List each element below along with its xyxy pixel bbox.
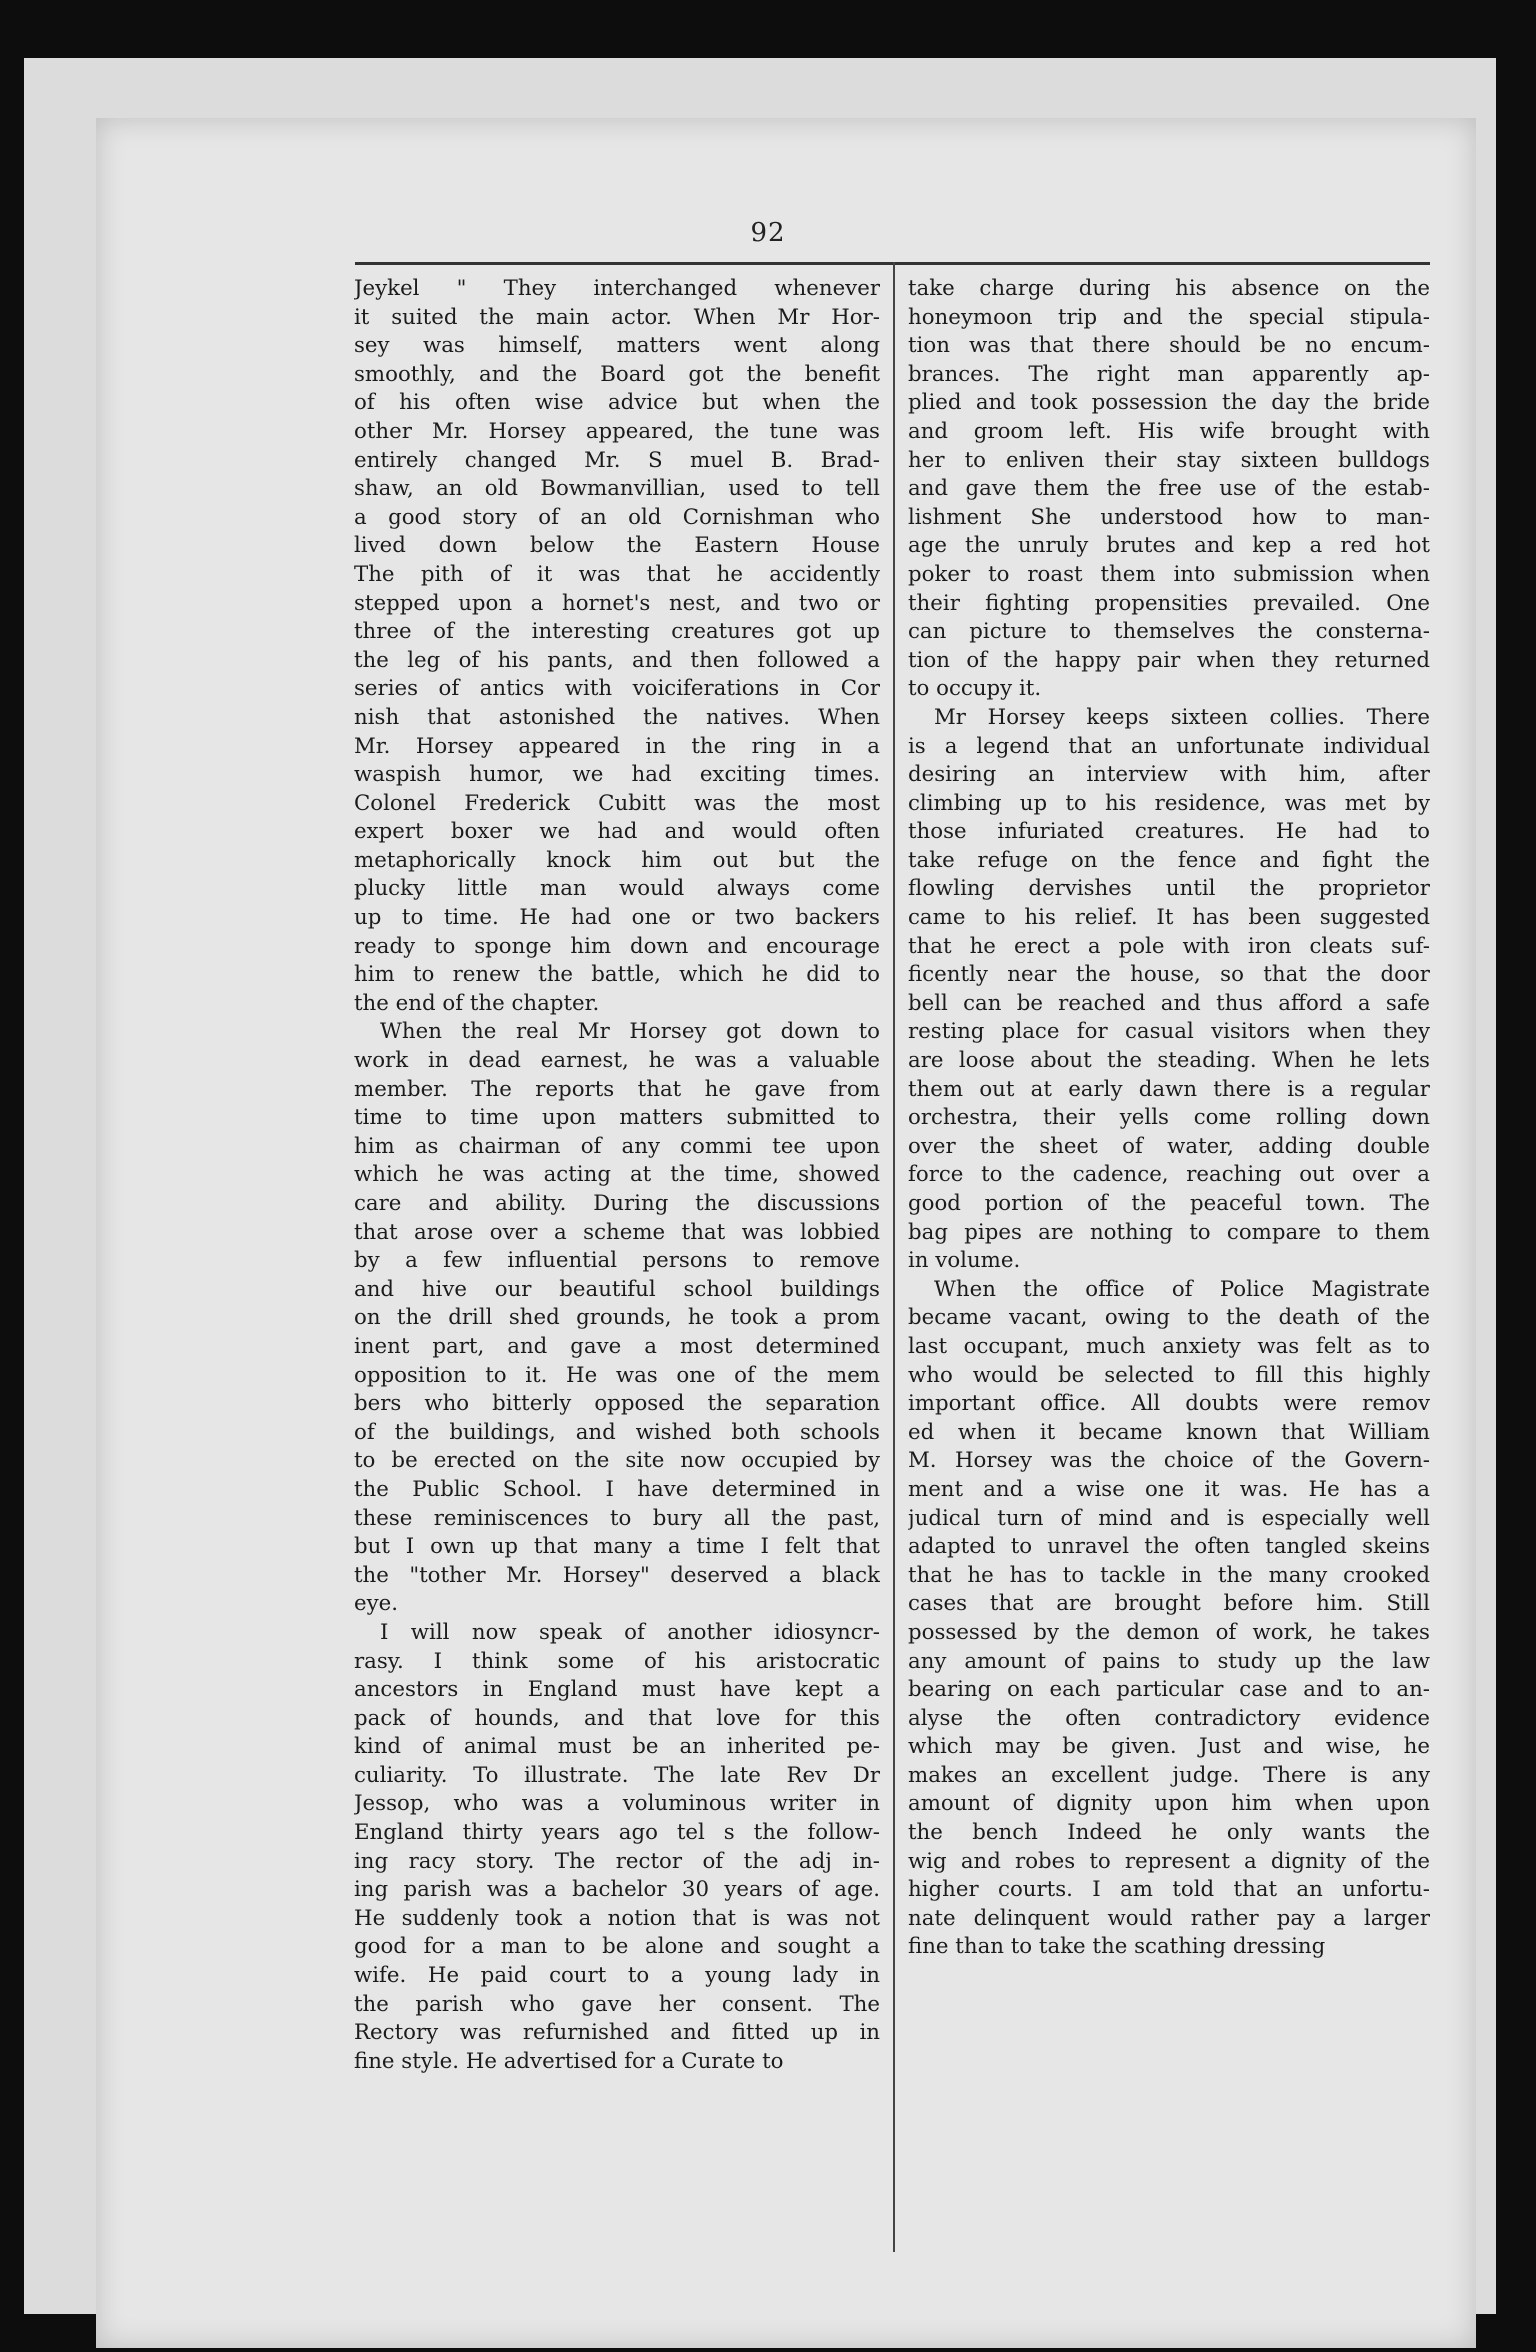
text-line: time to time upon matters submitted to [354,1105,880,1131]
text-line: He suddenly took a notion that is was not [354,1905,880,1931]
text-line: bers who bitterly opposed the separation [354,1391,880,1417]
text-line: member. The reports that he gave from [354,1076,880,1102]
text-line: the "tother Mr. Horsey" deserved a black [354,1562,880,1588]
text-line: Rectory was refurnished and fitted up in [354,2020,880,2046]
text-line: eye. [354,1591,399,1617]
text-line: waspish humor, we had exciting times. [354,762,880,788]
text-line: the bench Indeed he only wants the [908,1820,1430,1846]
text-line: take refuge on the fence and fight the [908,847,1430,873]
text-line: ed when it became known that William [908,1419,1430,1445]
paragraph [354,275,880,1018]
text-line: which he was acting at the time, showed [354,1162,880,1188]
text-line: lishment She understood how to man- [908,504,1430,530]
text-line: metaphorically knock him out but the [354,847,880,873]
text-line: higher courts. I am told that an unfortu- [908,1877,1430,1903]
text-line: amount of dignity upon him when upon [908,1791,1430,1817]
text-line: that he has to tackle in the many crooked [908,1562,1430,1588]
text-line: shaw, an old Bowmanvillian, used to tell [354,476,880,502]
text-line: came to his relief. It has been suggested [908,905,1430,931]
text-line: can picture to themselves the consterna- [908,619,1430,645]
text-line: opposition to it. He was one of the mem [354,1362,880,1388]
text-line: wig and robes to represent a dignity of the [908,1848,1430,1874]
text-line: ment and a wise one it was. He has a [908,1476,1430,1502]
paragraph [908,704,1430,1276]
text-line: and hive our beautiful school buildings [354,1276,880,1302]
text-line: last occupant, much anxiety was felt as to [908,1333,1430,1359]
text-line: force to the cadence, reaching out over a [908,1162,1430,1188]
text-line: flowling dervishes until the proprietor [908,876,1430,902]
text-line: the Public School. I have determined in [354,1476,880,1502]
text-line: When the office of Police Magistrate [934,1276,1430,1302]
column-divider [893,262,895,2252]
text-line: her to enliven their stay sixteen bulldogs [908,447,1430,473]
text-line: climbing up to his residence, was met by [908,790,1430,816]
text-line: The pith of it was that he accidently [354,561,880,587]
text-line: possessed by the demon of work, he takes [908,1619,1430,1645]
text-line: cases that are brought before him. Still [908,1591,1430,1617]
text-line: but I own up that many a time I felt that [354,1534,880,1560]
text-line: ficently near the house, so that the door [908,962,1430,988]
text-line: to be erected on the site now occupied by [354,1448,880,1474]
text-line: important office. All doubts were remov [908,1391,1430,1417]
text-line: ing racy story. The rector of the adj in- [354,1848,880,1874]
text-line: plucky little man would always come [354,876,880,902]
text-line: Jeykel " They interchanged whenever [354,276,880,301]
text-line: by a few influential persons to remove [354,1248,880,1274]
text-line: smoothly, and the Board got the benefit [354,361,880,387]
text-line: bearing on each particular case and to an- [908,1677,1430,1703]
text-line: England thirty years ago tel s the follow- [354,1820,880,1846]
text-line: up to time. He had one or two backers [354,905,880,931]
text-line: who would be selected to fill this highly [908,1362,1430,1388]
text-line: adapted to unravel the often tangled skeins [908,1534,1430,1560]
text-line: judical turn of mind and is especially well [908,1505,1430,1531]
text-line: fine than to take the scathing dressing [908,1934,1326,1960]
text-line: age the unruly brutes and kep a red hot [908,533,1430,559]
text-line: him as chairman of any commi tee upon [354,1133,880,1159]
text-line: which may be given. Just and wise, he [908,1734,1430,1760]
text-line: him to renew the battle, which he did to [354,962,880,988]
left-column [354,275,880,2076]
text-line: ancestors in England must have kept a [354,1677,880,1703]
text-line: alyse the often contradictory evidence [908,1705,1430,1731]
text-line: culiarity. To illustrate. The late Rev Dr [354,1762,880,1788]
text-line: on the drill shed grounds, he took a prom [354,1305,880,1331]
text-line: take charge during his absence on the [908,276,1430,301]
text-line: inent part, and gave a most determined [354,1333,880,1359]
text-line: tion was that there should be no encum- [908,333,1430,359]
text-line: any amount of pains to study up the law [908,1648,1430,1674]
text-line: tion of the happy pair when they returned [908,647,1430,673]
text-line: a good story of an old Cornishman who [354,504,880,530]
text-line: Jessop, who was a voluminous writer in [354,1791,880,1817]
text-line: of his often wise advice but when the [354,390,880,416]
paragraph [908,1276,1430,1962]
text-line: series of antics with voiciferations in Cor [354,676,880,702]
text-line: are loose about the steading. When he lets [908,1048,1430,1074]
text-line: desiring an interview with him, after [908,762,1430,788]
text-line: it suited the main actor. When Mr Hor- [354,304,880,330]
text-line: kind of animal must be an inherited pe- [354,1734,880,1760]
text-line: good for a man to be alone and sought a [354,1934,880,1960]
text-line: is a legend that an unfortunate individual [908,733,1430,759]
text-line: orchestra, their yells come rolling down [908,1105,1430,1131]
text-line: good portion of the peaceful town. The [908,1191,1430,1216]
text-line: poker to roast them into submission when [908,561,1430,587]
text-line: fine style. He advertised for a Curate to [354,2048,784,2074]
text-line: and gave them the free use of the estab- [908,476,1430,502]
text-line: expert boxer we had and would often [354,819,880,845]
text-line: plied and took possession the day the bride [908,390,1430,416]
text-line: sey was himself, matters went along [354,333,880,359]
paragraph [354,1619,880,2077]
text-line: Mr Horsey keeps sixteen collies. There [934,704,1430,730]
text-line: honeymoon trip and the special stipula- [908,304,1430,330]
text-line: over the sheet of water, adding double [908,1133,1430,1159]
text-line: them out at early dawn there is a regular [908,1076,1430,1102]
right-column [908,275,1430,1962]
text-line: the leg of his pants, and then followed a [354,647,880,673]
text-line: nish that astonished the natives. When [354,704,880,730]
paragraph [354,1018,880,1618]
text-line: resting place for casual visitors when they [908,1019,1430,1045]
text-line: ready to sponge him down and encourage [354,933,880,959]
text-line: brances. The right man apparently ap- [908,361,1430,387]
text-line: makes an excellent judge. There is any [908,1762,1430,1788]
text-line: three of the interesting creatures got up [354,619,880,645]
text-line: their fighting propensities prevailed. One [908,590,1430,616]
text-line: When the real Mr Horsey got down to [380,1019,880,1045]
text-line: and groom left. His wife brought with [908,418,1430,444]
text-line: that arose over a scheme that was lobbied [354,1219,880,1245]
text-line: to occupy it. [908,676,1042,702]
paragraph [908,275,1430,704]
text-line: lived down below the Eastern House [354,533,880,559]
text-line: became vacant, owing to the death of the [908,1305,1430,1331]
text-line: these reminiscences to bury all the past, [354,1505,880,1531]
text-line: bell can be reached and thus afford a safe [908,990,1430,1016]
text-line: the end of the chapter. [354,990,600,1016]
text-line: Colonel Frederick Cubitt was the most [354,790,880,816]
text-line: those infuriated creatures. He had to [908,819,1430,845]
page-number: 92 [750,218,786,248]
text-line: nate delinquent would rather pay a larger [908,1905,1430,1931]
text-line: stepped upon a hornet's nest, and two or [354,590,880,616]
text-line: I will now speak of another idiosyncr- [380,1619,880,1645]
text-line: in volume. [908,1248,1021,1274]
text-line: M. Horsey was the choice of the Govern- [908,1448,1430,1474]
text-line: bag pipes are nothing to compare to them [908,1219,1430,1245]
text-line: Mr. Horsey appeared in the ring in a [354,733,880,759]
text-line: of the buildings, and wished both schools [354,1419,880,1445]
text-line: entirely changed Mr. S muel B. Brad- [354,447,880,473]
text-line: care and ability. During the discussions [354,1191,880,1216]
text-line: that he erect a pole with iron cleats suf- [908,933,1430,959]
text-line: rasy. I think some of his aristocratic [354,1648,880,1674]
text-line: other Mr. Horsey appeared, the tune was [354,418,880,444]
text-line: wife. He paid court to a young lady in [354,1963,880,1989]
text-line: work in dead earnest, he was a valuable [354,1048,880,1074]
text-line: the parish who gave her consent. The [354,1991,880,2017]
text-line: pack of hounds, and that love for this [354,1705,880,1731]
text-line: ing parish was a bachelor 30 years of age. [354,1877,880,1903]
